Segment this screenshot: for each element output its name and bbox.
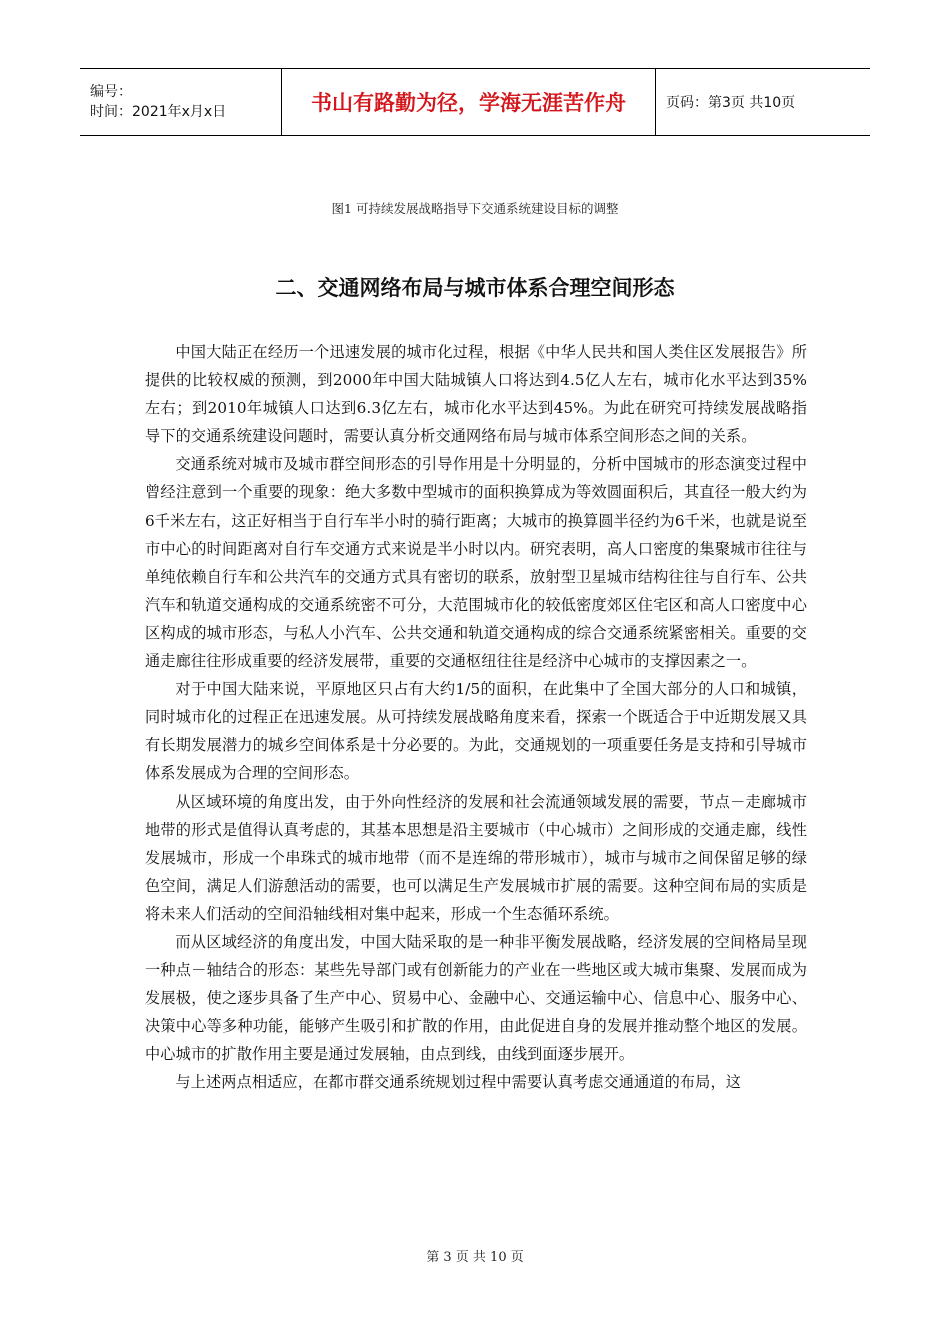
doc-date: 时间：2021年x月x日 [90, 104, 227, 120]
page-footer: 第 3 页 共 10 页 [426, 1250, 524, 1265]
paragraph: 交通系统对城市及城市群空间形态的引导作用是十分明显的，分析中国城市的形态演变过程中曾经注意到一个重要的现象：绝大多数中型城市的面积换算成为等效圆面积后，其直径一般大约为6千米左右，这正好相当于自行车半小时的骑行距离；大城市的换算圆半径约为6千米，也就是说至市中心的时间距离对自行车交通方式来说是半小时以内。研究表明，高人口密度的集聚城市往往与单纯依赖自行车和公共汽车的交通方式具有密切的联系，放射型卫星城市结构往往与自行车、公共汽车和轨道交通构成的交通系统密不可分，大范围城市化的较低密度郊区住宅区和高人口密度中心区构成的城市形态，与私人小汽车、公共交通和轨道交通构成的综合交通系统紧密相关。重要的交通走廊往往形成重要的经济发展带，重要的交通枢纽往往是经济中心城市的支撑因素之一。 [145, 455, 807, 671]
paragraph: 中国大陆正在经历一个迅速发展的城市化过程，根据《中华人民共和国人类住区发展报告》所提供的比较权威的预测，到2000年中国大陆城镇人口将达到4.5亿人左右，城市化水平达到35%左右；到2010年城镇人口达到6.3亿左右，城市化水平达到45%。为此在研究可持续发展战略指导下的交通系统建设问题时，需要认真分析交通网络布局与城市体系空间形态之间的关系。 [145, 343, 807, 446]
paragraph: 而从区域经济的角度出发，中国大陆采取的是一种非平衡发展战略，经济发展的空间格局呈现一种点－轴结合的形态：某些先导部门或有创新能力的产业在一些地区或大城市集聚、发展而成为发展极，使之逐步具备了生产中心、贸易中心、金融中心、交通运输中心、信息中心、服务中心、决策中心等多种功能，能够产生吸引和扩散的作用，由此促进自身的发展并推动整个地区的发展。中心城市的扩散作用主要是通过发展轴，由点到线，由线到面逐步展开。 [145, 932, 807, 1064]
doc-number-label: 编号： [90, 84, 132, 100]
paragraph: 与上述两点相适应，在都市群交通系统规划过程中需要认真考虑交通通道的布局，这 [175, 1073, 742, 1092]
body-text [145, 338, 807, 1097]
header-motto: 书山有路勤为径，学海无涯苦作舟 [282, 69, 656, 135]
paragraph: 从区域环境的角度出发，由于外向性经济的发展和社会流通领域发展的需要，节点－走廊城市地带的形式是值得认真考虑的，其基本思想是沿主要城市（中心城市）之间形成的交通走廊，线性发展城市，形成一个串珠式的城市地带（而不是连绵的带形城市），城市与城市之间保留足够的绿色空间，满足人们游憩活动的需要，也可以满足生产发展城市扩展的需要。这种空间布局的实质是将未来人们活动的空间沿轴线相对集中起来，形成一个生态循环系统。 [145, 792, 807, 923]
section-title: 二、交通网络布局与城市体系合理空间形态 [275, 276, 675, 300]
page-header [80, 68, 870, 136]
header-page-info: 页码：第3页 共10页 [666, 95, 796, 111]
figure-caption: 图1 可持续发展战略指导下交通系统建设目标的调整 [331, 201, 619, 216]
paragraph: 对于中国大陆来说，平原地区只占有大约1/5的面积，在此集中了全国大部分的人口和城镇，同时城市化的过程正在迅速发展。从可持续发展战略角度来看，探索一个既适合于中近期发展又具有长期发展潜力的城乡空间体系是十分必要的。为此，交通规划的一项重要任务是支持和引导城市体系发展成为合理的空间形态。 [145, 680, 807, 783]
header-meta [80, 69, 282, 135]
